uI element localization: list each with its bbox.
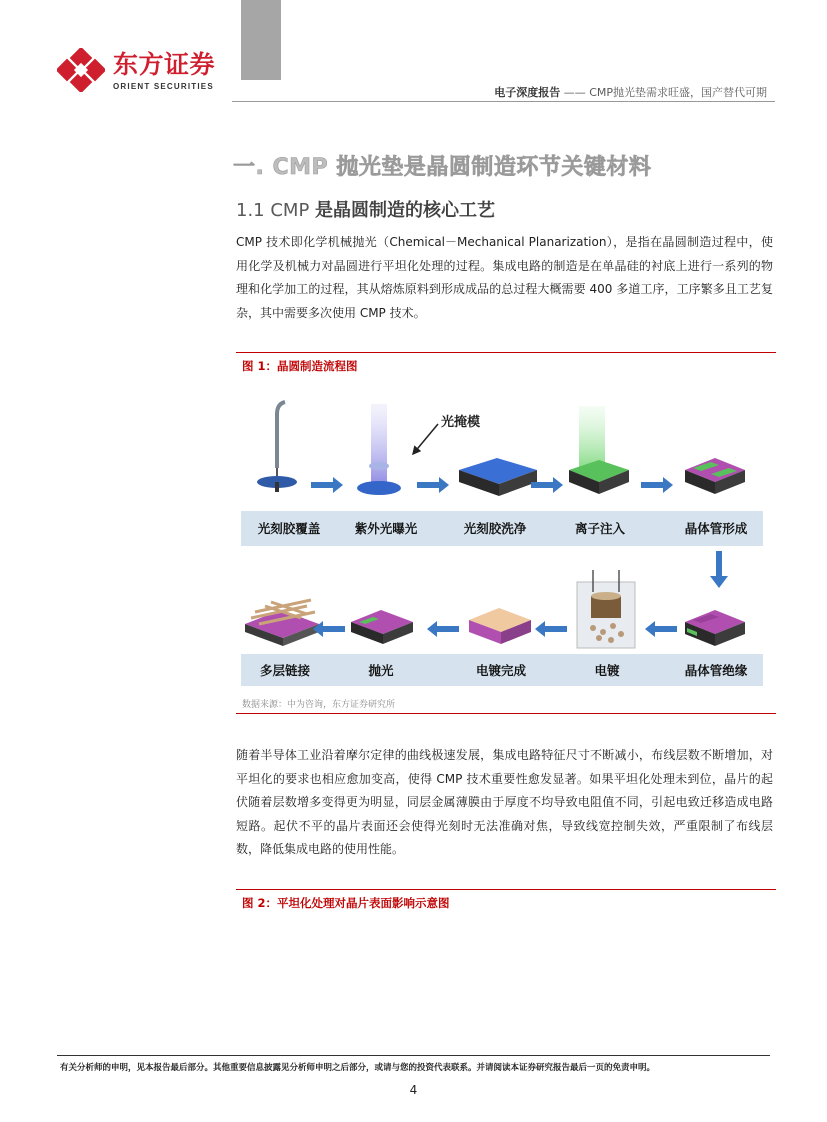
figure1-top-rule (236, 352, 776, 353)
plating-complete-illustration (469, 608, 531, 644)
footer-rule (57, 1055, 770, 1056)
step-label-transistor: 晶体管形成 (684, 521, 748, 536)
running-header (494, 84, 767, 100)
header-rule (232, 101, 775, 102)
step-label-implant: 离子注入 (574, 521, 626, 536)
transistor-insulation-illustration (685, 610, 745, 646)
step-label-multilayer: 多层链接 (259, 663, 311, 678)
subsection-title: 是晶圆制造的核心工艺 (315, 200, 496, 221)
ion-implant-illustration (569, 406, 629, 494)
brand-name-cn: 东方证券 (113, 50, 216, 79)
wafer-process-diagram (241, 396, 763, 688)
figure2-caption: 图 2：平坦化处理对晶片表面影响示意图 (242, 896, 450, 910)
body-paragraph-1: CMP 技术即化学机械抛光（Chemical－Mechanical Planarization），是指在晶圆制造过程中，使用化学及机械力对晶圆进行平坦化处理的过程。集成电路的制造是在单晶硅的衬底上进行一系列的物理和化学加工的过程，其从熔炼原料到形成成品的总过程大概需要 400 多道工序，工序繁多且工艺复杂，其中需要多次使用 CMP 技术。 (236, 235, 773, 320)
header-tab-decoration (241, 0, 281, 80)
electroplating-illustration (577, 570, 635, 648)
body-paragraph-2: 随着半导体工业沿着摩尔定律的曲线极速发展，集成电路特征尺寸不断减小，布线层数不断增加，对平坦化的要求也相应愈加变高，使得 CMP 技术重要性愈发显著。如果平坦化处理未到位，晶片的起伏随着层数增多变得更为明显，同层金属薄膜由于厚度不均导致电阻值不同，引起电致迁移造成电路短路。起伏不平的晶片表面还会使得光刻时无法准确对焦，导致线宽控制失效，严重限制了布线层数，降低集成电路的使用性能。 (236, 748, 773, 856)
uv-exposure-illustration (357, 404, 401, 495)
mask-pointer-arrow (413, 424, 438, 454)
step-label-plating: 电镀 (594, 663, 620, 678)
figure1-caption: 图 1：晶圆制造流程图 (242, 359, 358, 373)
orient-logo-icon (57, 48, 105, 92)
step-label-coat: 光刻胶覆盖 (257, 521, 321, 536)
report-type: 电子深度报告 (494, 86, 561, 99)
step-label-insulation: 晶体管绝缘 (684, 663, 748, 678)
footer-disclaimer: 有关分析师的申明，见本报告最后部分。其他重要信息披露见分析师申明之后部分，或请与您的投资代表联系。并请阅读本证券研究报告最后一页的免责申明。 (60, 1063, 656, 1073)
page-number: 4 (409, 1083, 418, 1097)
figure2-top-rule (236, 889, 776, 890)
section-heading: 一. CMP 抛光垫是晶圆制造环节关键材料 (233, 155, 652, 180)
multilayer-link-illustration (245, 600, 319, 646)
step-label-plating-done: 电镀完成 (475, 663, 527, 678)
subsection-number: 1.1 CMP (236, 200, 316, 221)
step-label-uv: 紫外光曝光 (354, 521, 418, 536)
polish-illustration (351, 610, 413, 644)
figure1-source: 数据来源：中为咨询，东方证券研究所 (242, 700, 396, 710)
transistor-formed-illustration (685, 458, 745, 494)
report-title: —— CMP抛光垫需求旺盛，国产替代可期 (560, 86, 767, 99)
step-label-polish: 抛光 (368, 663, 394, 678)
figure1-bottom-rule (236, 713, 776, 714)
down-arrow (710, 551, 728, 588)
subsection-heading (236, 196, 495, 222)
photoresist-coat-illustration (257, 402, 297, 492)
brand-name-en: ORIENT SECURITIES (113, 82, 214, 91)
resist-wash-illustration (459, 458, 537, 496)
step-label-wash: 光刻胶洗净 (463, 521, 527, 536)
mask-label: 光掩模 (441, 415, 481, 430)
